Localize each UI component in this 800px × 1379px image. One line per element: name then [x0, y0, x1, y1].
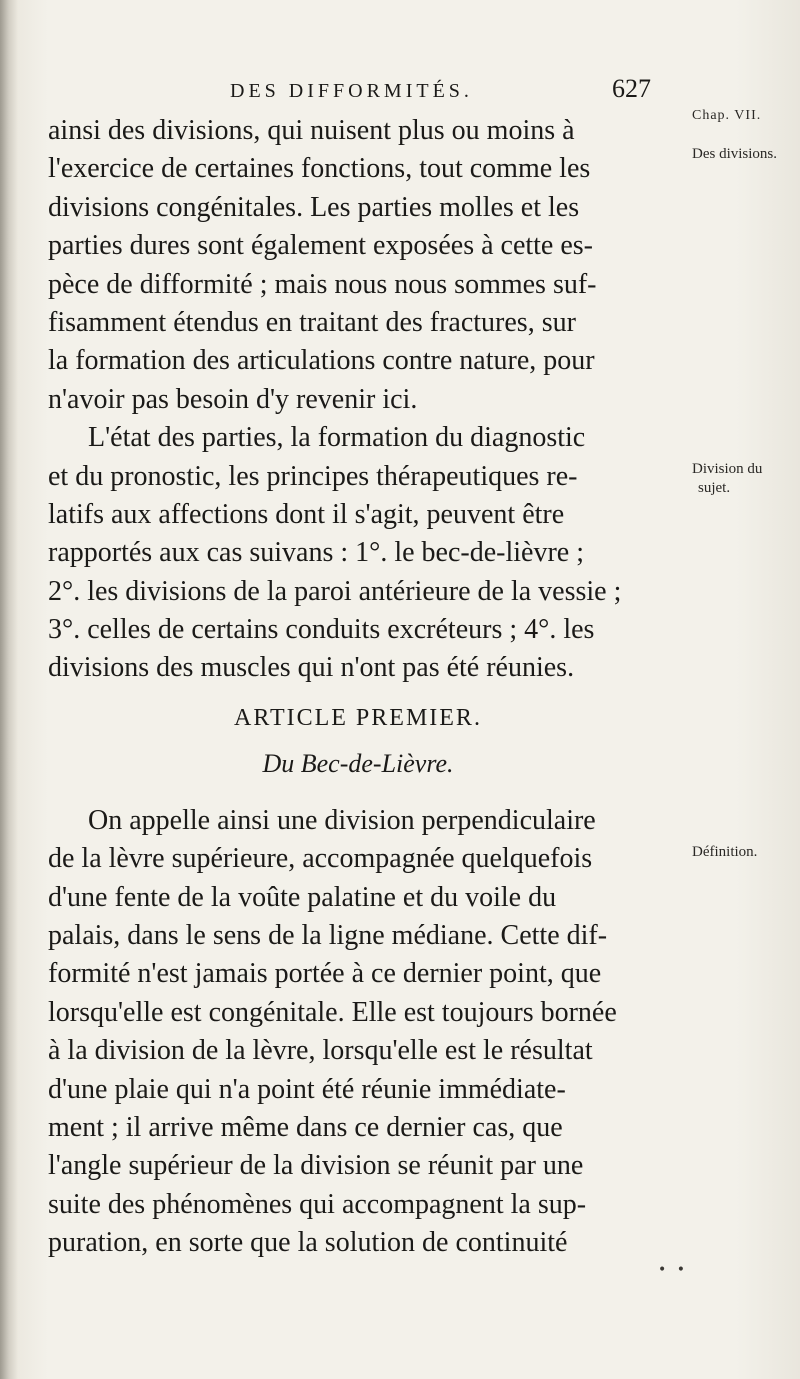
text-line: l'angle supérieur de la division se réunit par une — [48, 1150, 584, 1182]
text-line: palais, dans le sens de la ligne médiane. Cette dif- — [48, 920, 608, 952]
text-line: latifs aux affections dont il s'agit, peuvent être — [48, 498, 565, 530]
margin-note-section: Des divisions. — [692, 146, 778, 162]
text-line: rapportés aux cas suivans : 1°. le bec-de-lièvre ; — [48, 537, 584, 569]
text-line: d'une plaie qui n'a point été réunie immédiate- — [48, 1073, 566, 1105]
text-line: n'avoir pas besoin d'y revenir ici. — [48, 383, 418, 415]
text-line: de la lèvre supérieure, accompagnée quelquefois — [48, 843, 593, 875]
spine-shadow — [0, 0, 18, 1379]
paragraph-1 — [48, 112, 668, 419]
article-subtitle: Du Bec-de-Lièvre. — [262, 748, 454, 778]
text-line: divisions des muscles qui n'ont pas été réunies. — [48, 652, 575, 684]
margin-note-definition: Définition. — [692, 844, 758, 860]
text-line: l'exercice de certaines fonctions, tout comme les — [48, 153, 591, 185]
text-line: 2°. les divisions de la paroi antérieure de la vessie ; — [48, 575, 622, 607]
paragraph-3 — [48, 802, 668, 1263]
text-line: 3°. celles de certains conduits excréteurs ; 4°. les — [48, 614, 595, 646]
text-line: ainsi des divisions, qui nuisent plus ou moins à — [48, 115, 575, 146]
text-line: suite des phénomènes qui accompagnent la sup- — [48, 1188, 587, 1220]
text-line: divisions congénitales. Les parties molles et les — [48, 191, 580, 223]
text-line: pèce de difformité ; mais nous nous sommes suf- — [48, 268, 597, 300]
text-line: parties dures sont également exposées à cette es- — [48, 230, 594, 262]
article-heading: ARTICLE PREMIER. — [234, 704, 482, 731]
page-number: 627 — [612, 74, 651, 103]
margin-note-division-du: Division du — [692, 461, 763, 477]
text-line: formité n'est jamais portée à ce dernier point, que — [48, 958, 602, 990]
text-line: et du pronostic, les principes thérapeutiques re- — [48, 460, 578, 492]
text-line: fisamment étendus en traitant des fractures, sur — [48, 306, 576, 338]
text-line: puration, en sorte que la solution de continuité — [48, 1227, 568, 1259]
text-line: On appelle ainsi une division perpendiculaire — [88, 804, 596, 836]
text-line: L'état des parties, la formation du diagnostic — [88, 422, 586, 454]
signature-mark: • • — [658, 1262, 688, 1278]
margin-note-division-du-sujet — [692, 460, 762, 498]
main-text — [48, 112, 668, 1263]
text-line: à la division de la lèvre, lorsqu'elle est le résultat — [48, 1035, 593, 1067]
running-head: DES DIFFORMITÉS. — [230, 80, 473, 102]
margin-note-chapter: Chap. VII. — [692, 108, 762, 123]
text-line: lorsqu'elle est congénitale. Elle est toujours bornée — [48, 996, 617, 1028]
text-line: ment ; il arrive même dans ce dernier cas, que — [48, 1111, 563, 1143]
text-line: la formation des articulations contre nature, pour — [48, 345, 595, 377]
text-line: d'une fente de la voûte palatine et du voile du — [48, 881, 557, 913]
margin-note-sujet: sujet. — [698, 480, 731, 496]
paragraph-2 — [48, 419, 668, 688]
